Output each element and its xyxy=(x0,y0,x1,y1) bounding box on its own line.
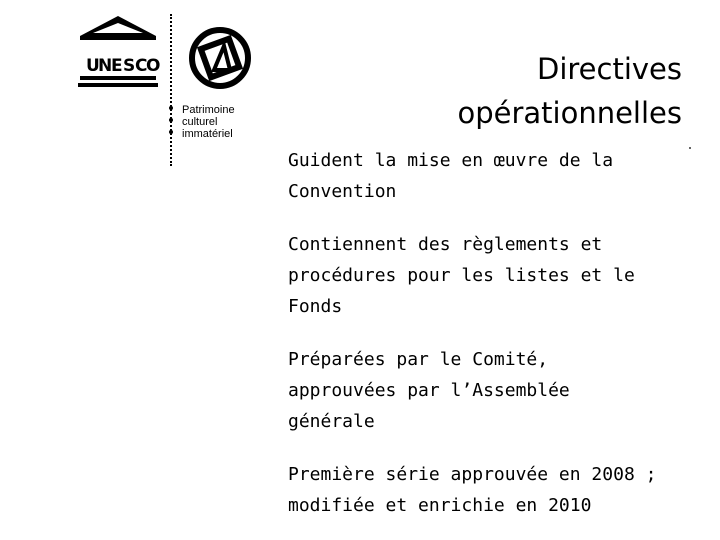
heritage-line: Patrimoine xyxy=(182,104,235,116)
paragraph-line: Convention xyxy=(288,181,397,202)
unesco-temple-logo xyxy=(78,14,161,94)
paragraph-line: Préparées par le Comité, xyxy=(288,349,549,370)
bullet-dot xyxy=(169,118,173,122)
paragraph-line: procédures pour les listes et le xyxy=(288,265,635,286)
unesco-letter: U xyxy=(86,56,100,76)
paragraph-line: Guident la mise en œuvre de la xyxy=(288,150,614,171)
stray-dot xyxy=(689,147,691,149)
paragraph-line: Fonds xyxy=(288,296,343,317)
slide-content xyxy=(288,145,688,521)
unesco-letter: N xyxy=(98,56,113,76)
paragraph-guide xyxy=(288,145,688,207)
heritage-line: immatériel xyxy=(182,128,233,140)
unesco-letter: C xyxy=(135,56,148,76)
intangible-heritage-emblem xyxy=(188,26,252,90)
unesco-letters xyxy=(86,56,160,76)
unesco-letter: S xyxy=(123,56,136,76)
logo-divider xyxy=(170,14,172,166)
paragraph-line: approuvées par l’Assemblée xyxy=(288,380,570,401)
paragraph-line: Contiennent des règlements et xyxy=(288,234,603,255)
paragraph-line: générale xyxy=(288,411,375,432)
slide-title-line: Directives xyxy=(537,52,682,87)
paragraph-line: modifiée et enrichie en 2010 xyxy=(288,495,592,516)
paragraph-first-series xyxy=(288,459,688,521)
paragraph-line: Première série approuvée en 2008 ; xyxy=(288,464,657,485)
logo-block xyxy=(0,0,260,175)
heritage-line: culturel xyxy=(182,116,218,128)
intangible-heritage-name xyxy=(182,104,272,140)
logo-bullets xyxy=(165,106,177,142)
unesco-letter: O xyxy=(146,56,161,76)
bullet-dot xyxy=(169,130,173,134)
paragraph-prepared xyxy=(288,344,688,437)
slide-title-line: opérationnelles xyxy=(457,96,682,131)
bullet-dot xyxy=(169,106,173,110)
unesco-letter: E xyxy=(111,56,123,76)
slide-title xyxy=(457,47,682,135)
paragraph-rules xyxy=(288,229,688,322)
